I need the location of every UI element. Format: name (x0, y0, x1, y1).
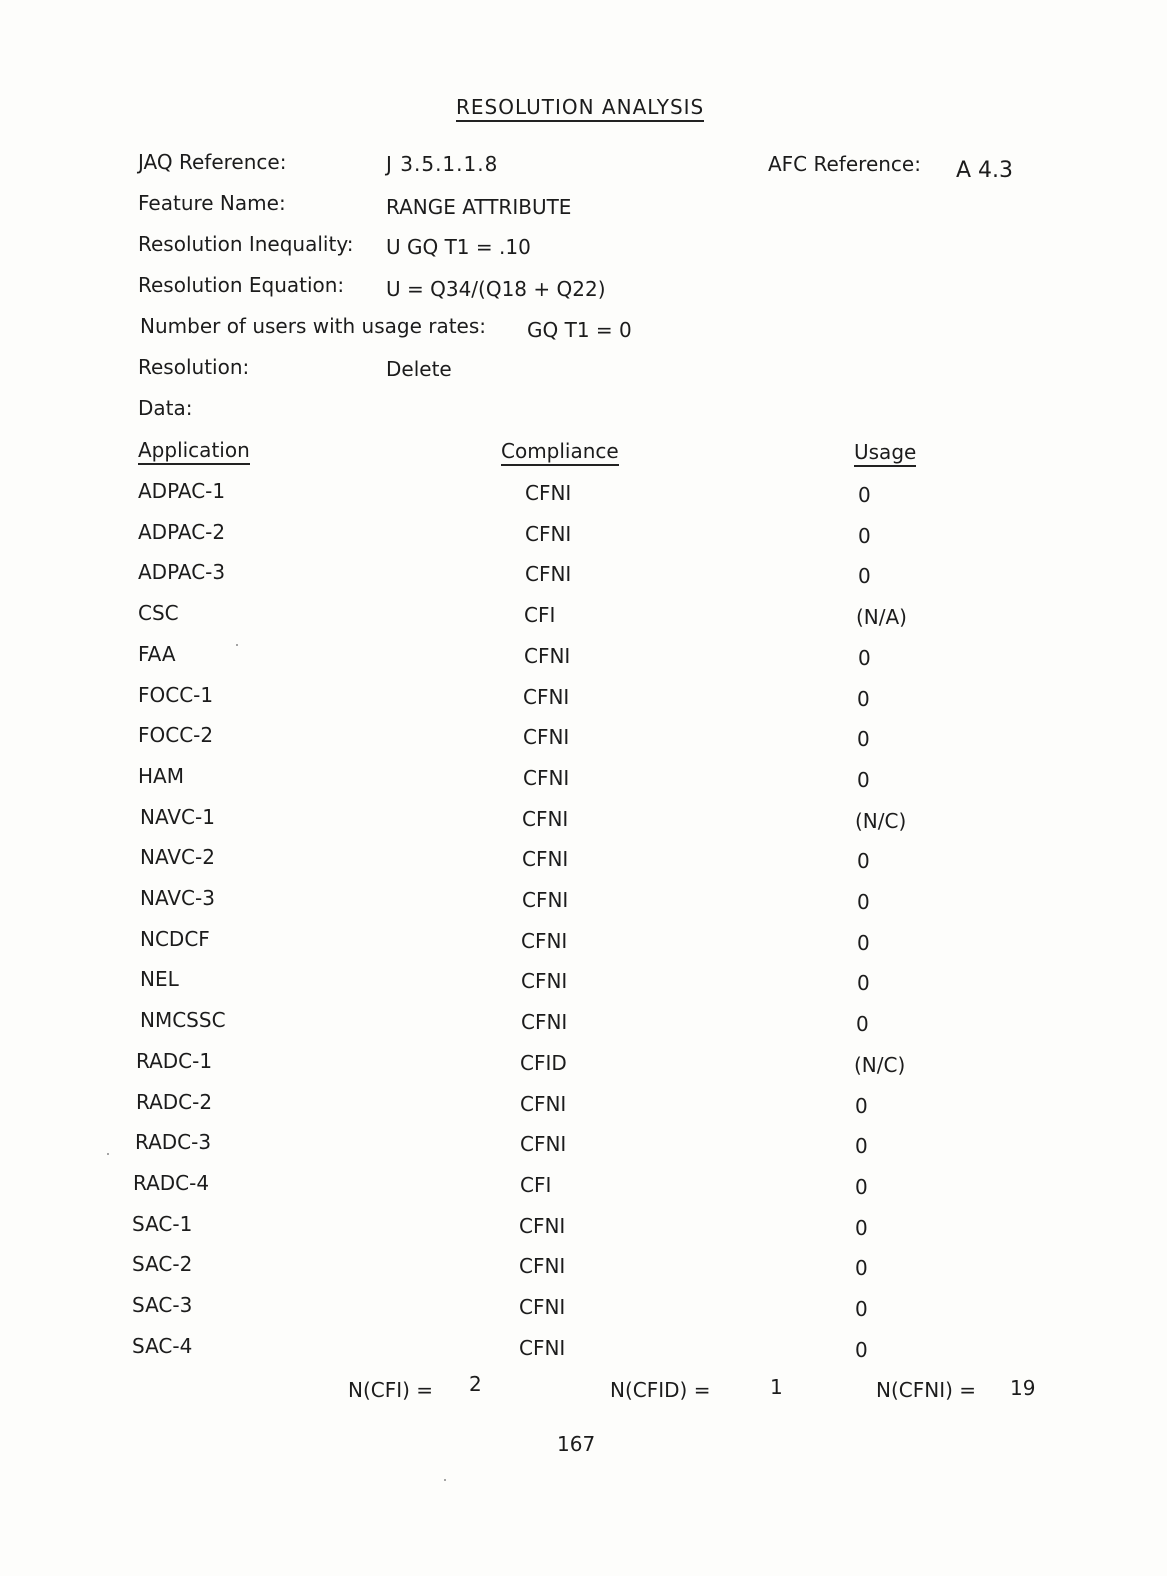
usage-cell: 0 (856, 1012, 869, 1036)
compliance-cell: CFNI (522, 847, 569, 871)
usage-cell: 0 (857, 687, 870, 711)
usage-cell: 0 (855, 1297, 868, 1321)
resolution-label: Resolution: (138, 355, 250, 379)
usage-cell: 0 (855, 1094, 868, 1118)
usage-cell: 0 (858, 646, 871, 670)
compliance-cell: CFNI (519, 1295, 566, 1319)
total-cfid-label: N(CFID) = (610, 1378, 711, 1402)
application-cell: ADPAC-1 (138, 479, 226, 503)
compliance-cell: CFID (520, 1051, 567, 1075)
scan-speck (236, 644, 238, 646)
header-usage: Usage (854, 440, 916, 467)
application-cell: RADC-3 (135, 1130, 212, 1154)
compliance-cell: CFNI (525, 562, 572, 586)
usage-cell: (N/C) (855, 809, 907, 833)
header-compliance: Compliance (501, 439, 619, 466)
application-cell: RADC-2 (136, 1090, 213, 1114)
compliance-cell: CFNI (523, 725, 570, 749)
total-cfi-label: N(CFI) = (348, 1378, 434, 1402)
resolution-inequality-label: Resolution Inequality: (138, 232, 354, 256)
compliance-cell: CFNI (525, 522, 572, 546)
usage-cell: 0 (857, 768, 870, 792)
page-title: RESOLUTION ANALYSIS (456, 95, 704, 122)
application-cell: CSC (138, 601, 179, 625)
usage-cell: 0 (857, 890, 870, 914)
application-cell: NAVC-1 (140, 805, 215, 829)
page-number: 167 (557, 1432, 596, 1456)
usage-cell: 0 (855, 1338, 868, 1362)
usage-cell: 0 (858, 564, 871, 588)
usage-cell: 0 (858, 524, 871, 548)
compliance-cell: CFNI (520, 1132, 567, 1156)
jaq-reference-label: JAQ Reference: (138, 150, 287, 174)
application-cell: SAC-1 (132, 1212, 193, 1236)
application-cell: FOCC-2 (138, 723, 214, 747)
compliance-cell: CFI (524, 603, 556, 627)
total-cfni-label: N(CFNI) = (876, 1378, 977, 1402)
usage-cell: (N/C) (854, 1053, 906, 1077)
scan-speck (444, 1479, 446, 1481)
header-application: Application (138, 438, 250, 465)
application-cell: NAVC-3 (140, 886, 215, 910)
application-cell: RADC-1 (136, 1049, 213, 1073)
afc-reference-value: A 4.3 (956, 158, 1014, 183)
usage-cell: 0 (858, 483, 871, 507)
usage-cell: (N/A) (856, 605, 907, 629)
application-cell: RADC-4 (133, 1171, 210, 1195)
compliance-cell: CFNI (523, 766, 570, 790)
compliance-cell: CFNI (521, 969, 568, 993)
feature-name-value: RANGE ATTRIBUTE (386, 195, 572, 219)
usage-cell: 0 (857, 727, 870, 751)
users-usage-value: GQ T1 = 0 (527, 318, 632, 342)
scan-speck (107, 1153, 109, 1155)
compliance-cell: CFNI (525, 481, 572, 505)
usage-cell: 0 (857, 849, 870, 873)
application-cell: FOCC-1 (138, 683, 214, 707)
usage-cell: 0 (857, 971, 870, 995)
application-cell: ADPAC-2 (138, 520, 226, 544)
application-cell: FAA (138, 642, 176, 666)
compliance-cell: CFNI (519, 1254, 566, 1278)
usage-cell: 0 (855, 1216, 868, 1240)
application-cell: NCDCF (140, 927, 210, 951)
resolution-inequality-value: U GQ T1 = .10 (386, 235, 531, 259)
total-cfni-value: 19 (1010, 1376, 1036, 1400)
users-usage-label: Number of users with usage rates: (140, 314, 487, 338)
application-cell: NEL (140, 967, 179, 991)
application-cell: HAM (138, 764, 184, 788)
usage-cell: 0 (855, 1256, 868, 1280)
usage-cell: 0 (855, 1175, 868, 1199)
compliance-cell: CFNI (523, 685, 570, 709)
total-cfid-value: 1 (770, 1375, 783, 1399)
compliance-cell: CFNI (519, 1336, 566, 1360)
resolution-value: Delete (386, 357, 452, 381)
jaq-reference-value: J 3.5.1.1.8 (386, 152, 499, 176)
compliance-cell: CFNI (520, 1092, 567, 1116)
afc-reference-label: AFC Reference: (768, 152, 921, 176)
application-cell: SAC-4 (132, 1334, 193, 1358)
application-cell: SAC-2 (132, 1252, 193, 1276)
compliance-cell: CFNI (519, 1214, 566, 1238)
feature-name-label: Feature Name: (138, 191, 286, 215)
compliance-cell: CFI (520, 1173, 552, 1197)
total-cfi-value: 2 (469, 1372, 482, 1396)
application-cell: ADPAC-3 (138, 560, 226, 584)
application-cell: NMCSSC (140, 1008, 226, 1032)
compliance-cell: CFNI (524, 644, 571, 668)
compliance-cell: CFNI (522, 807, 569, 831)
usage-cell: 0 (857, 931, 870, 955)
resolution-equation-value: U = Q34/(Q18 + Q22) (386, 277, 606, 301)
application-cell: NAVC-2 (140, 845, 215, 869)
usage-cell: 0 (855, 1134, 868, 1158)
resolution-equation-label: Resolution Equation: (138, 273, 345, 297)
compliance-cell: CFNI (521, 1010, 568, 1034)
compliance-cell: CFNI (521, 929, 568, 953)
compliance-cell: CFNI (522, 888, 569, 912)
data-label: Data: (138, 396, 193, 420)
application-cell: SAC-3 (132, 1293, 193, 1317)
